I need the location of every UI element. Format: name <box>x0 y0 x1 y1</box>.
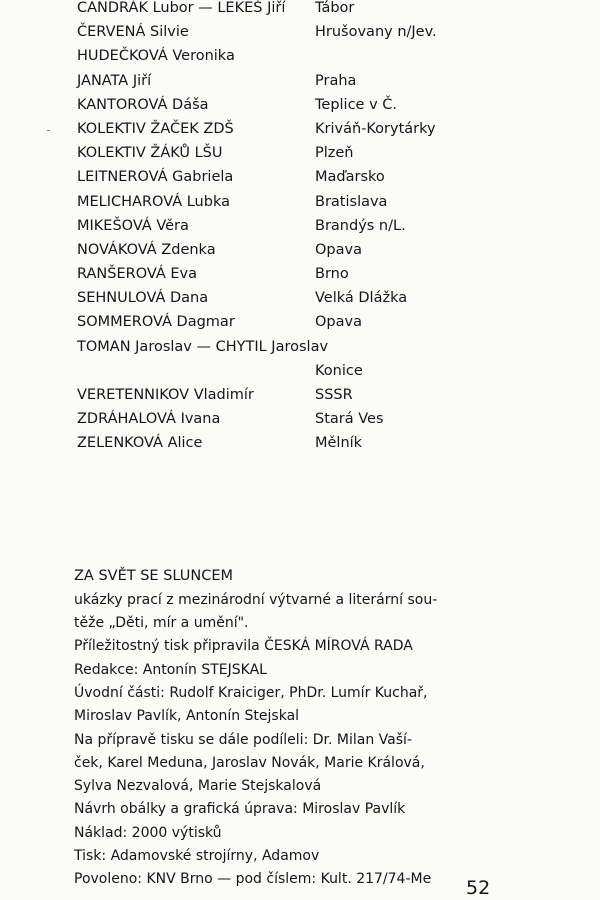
participant-place: Stará Ves <box>315 411 384 428</box>
participant-name: ZELENKOVÁ Alice <box>77 435 203 452</box>
participant-place: Konice <box>315 362 363 379</box>
colophon-line: Náklad: 2000 výtisků <box>74 824 222 841</box>
list-item <box>77 335 557 359</box>
participant-place: SSSR <box>315 387 353 403</box>
list-item <box>77 310 557 334</box>
participant-name: MIKEŠOVÁ Věra <box>77 217 189 234</box>
participant-name: RANŠEROVÁ Eva <box>77 266 198 283</box>
participant-place: Hrušovany n/Jev. <box>315 24 437 41</box>
list-item <box>77 93 557 117</box>
participant-place: Tábor <box>315 0 355 16</box>
list-item <box>77 262 557 286</box>
list-item <box>77 383 557 407</box>
colophon-line: Tisk: Adamovské strojírny, Adamov <box>74 848 320 865</box>
participant-name: KOLEKTIV ŽAČEK ZDŠ <box>77 120 234 137</box>
participant-place: Bratislava <box>315 193 388 210</box>
participant-name: SEHNULOVÁ Dana <box>77 290 209 307</box>
list-item <box>77 0 557 20</box>
colophon-line: Příležitostný tisk připravila ČESKÁ MÍROVÁ RADA <box>74 638 413 655</box>
colophon-line: ukázky prací z mezinárodní výtvarné a literární sou- <box>74 591 438 608</box>
list-item <box>77 190 557 214</box>
participant-place: Teplice v Č. <box>315 96 398 113</box>
colophon-line: Úvodní části: Rudolf Kraiciger, PhDr. Lumír Kuchař, <box>74 684 428 701</box>
scan-speck <box>47 130 50 131</box>
colophon-title: ZA SVĚT SE SLUNCEM <box>74 568 234 584</box>
participant-place: Maďarsko <box>315 169 385 186</box>
list-item <box>77 359 557 383</box>
participant-name: TOMAN Jaroslav — CHYTIL Jaroslav <box>77 338 329 355</box>
participant-place: Kriváň-Korytárky <box>315 120 436 137</box>
participant-place: Opava <box>315 241 362 258</box>
participant-name: VERETENNIKOV Vladimír <box>77 387 254 403</box>
list-item <box>77 214 557 238</box>
colophon-line: ček, Karel Meduna, Jaroslav Novák, Marie Králová, <box>74 754 425 771</box>
participant-name: SOMMEROVÁ Dagmar <box>77 314 235 331</box>
participant-name: HUDEČKOVÁ Veronika <box>77 48 235 65</box>
list-item <box>77 141 557 165</box>
colophon-line: Povoleno: KNV Brno — pod číslem: Kult. 217/74-Me <box>74 871 432 888</box>
participant-name: ČERVENÁ Silvie <box>77 24 189 41</box>
list-item <box>77 407 557 431</box>
list-item <box>77 165 557 189</box>
list-item <box>77 286 557 310</box>
colophon <box>74 565 474 892</box>
participants-list <box>77 0 557 456</box>
participant-name: CANDRÁK Lubor — LEKEŠ Jiří <box>77 0 286 16</box>
participant-name: JANATA Jiří <box>77 72 152 89</box>
participant-place: Velká Dlážka <box>315 290 408 307</box>
participant-name: NOVÁKOVÁ Zdenka <box>77 241 216 258</box>
list-item <box>77 238 557 262</box>
participant-name: MELICHAROVÁ Lubka <box>77 193 230 210</box>
participant-name: ZDRÁHALOVÁ Ivana <box>77 411 221 428</box>
list-item <box>77 20 557 44</box>
participant-place: Mělník <box>315 435 363 452</box>
participant-place: Plzeň <box>315 145 354 162</box>
list-item <box>77 117 557 141</box>
colophon-line: těže „Děti, mír a umění". <box>74 615 249 632</box>
list-item <box>77 44 557 68</box>
list-item <box>77 431 557 455</box>
colophon-line: Na přípravě tisku se dále podíleli: Dr. Milan Vaší- <box>74 731 412 748</box>
page-number: 52 <box>466 877 491 899</box>
participant-name: LEITNEROVÁ Gabriela <box>77 169 234 186</box>
colophon-line: Miroslav Pavlík, Antonín Stejskal <box>74 708 300 725</box>
colophon-line: Návrh obálky a grafická úprava: Miroslav Pavlík <box>74 801 406 818</box>
participant-place: Brandýs n/L. <box>315 217 406 234</box>
participant-place: Brno <box>315 266 349 283</box>
colophon-line: Redakce: Antonín STEJSKAL <box>74 661 267 678</box>
list-item <box>77 69 557 93</box>
participant-name: KANTOROVÁ Dáša <box>77 96 209 113</box>
participant-place: Praha <box>315 72 357 89</box>
participant-place: Opava <box>315 314 362 331</box>
colophon-line: Sylva Nezvalová, Marie Stejskalová <box>74 778 322 795</box>
participant-name: KOLEKTIV ŽÁKŮ LŠU <box>77 145 223 162</box>
